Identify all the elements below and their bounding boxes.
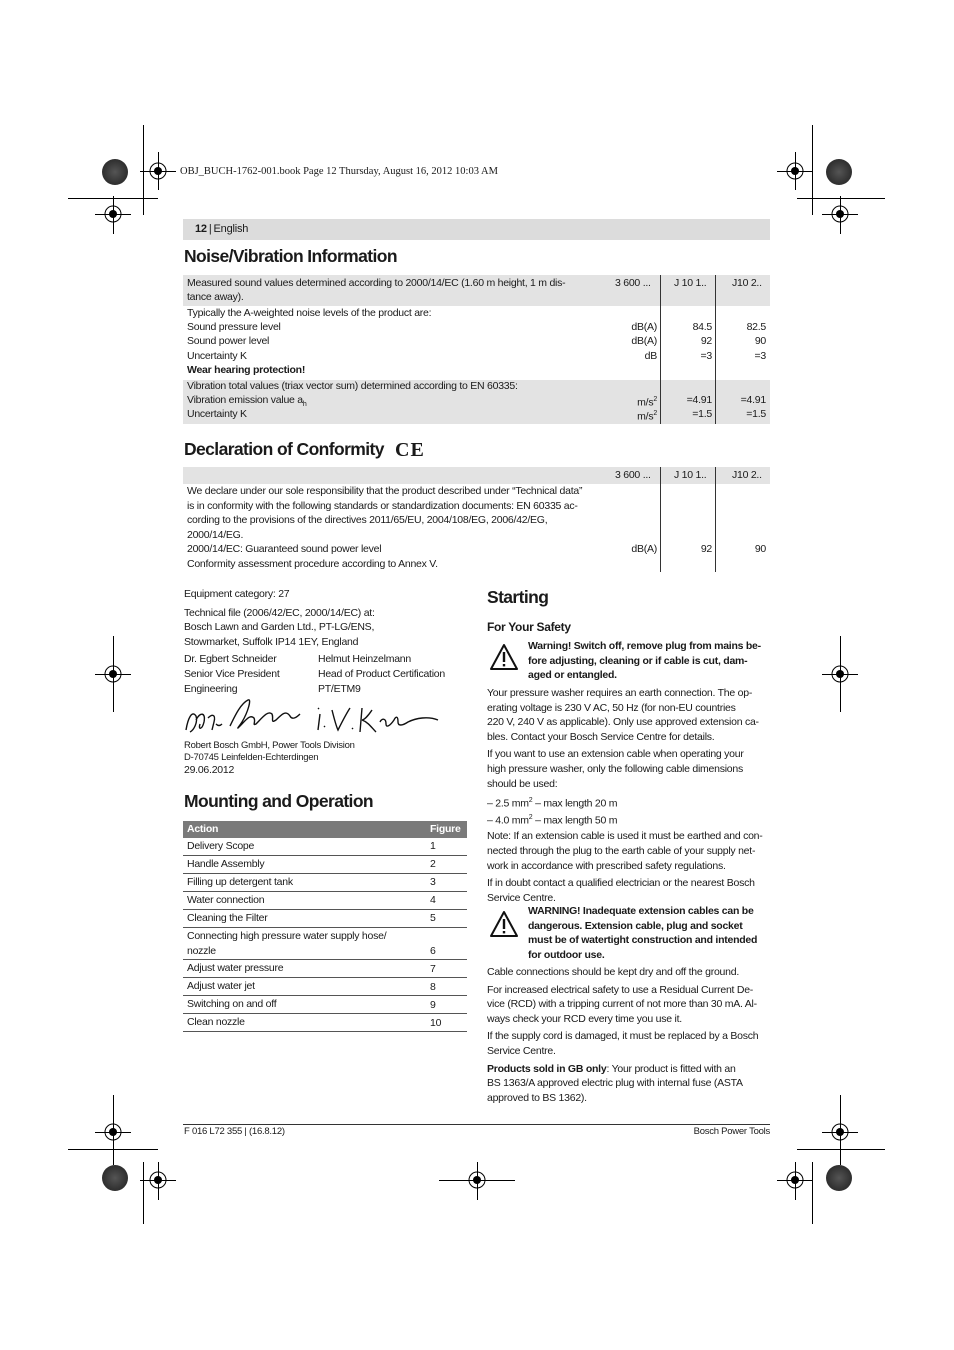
guaranteed-v2: 90 [754,543,766,555]
signatory-1 [184,652,318,696]
warning-triangle-icon [489,910,519,938]
conformity-table [183,467,770,572]
table-row [183,928,467,960]
footer-left: F 016 L72 355 | (16.8.12) [184,1126,285,1137]
signatory-2-name: Helmut Heinzelmann [318,653,411,666]
vib-unc-unit-sup: 2 [653,410,657,417]
uncertainty-label: Uncertainty K [187,350,247,362]
table-row [183,856,467,874]
row-figure: 3 [430,876,436,889]
sound-power-v2: 90 [754,335,766,347]
p3-line-2: nected through the plug to the earth cable of your supply net- [487,844,756,857]
uncertainty-v1: =3 [700,350,712,362]
table-row [183,1014,467,1032]
starting-body-2 [487,965,771,1105]
row-figure: 10 [430,1016,442,1029]
cable-dim-1 [487,794,771,811]
noise-typically: Typically the A-weighted noise levels of the product are: [187,307,432,319]
registration-mark-icon [782,1167,808,1193]
p6-line-1: For increased electrical safety to use a Residual Current De- [487,983,754,996]
vibration-unit-sup: 2 [653,396,657,403]
row-figure: 2 [430,858,436,871]
registration-mark-icon [100,1119,126,1145]
registration-mark-icon [145,1167,171,1193]
col-header-j101: J 10 1.. [674,277,707,289]
p2-line-2: high pressure washer, only the following cable dimensions [487,762,743,775]
noise-table [183,275,770,424]
signatory-2-dept: PT/ETM9 [318,682,361,695]
row-figure: 1 [430,840,436,853]
signatory-2-title: Head of Product Certification [318,667,445,680]
address-block [184,740,355,776]
warning-2-line-1: WARNING! Inadequate extension cables can be [528,905,754,917]
vibration-emission-v2: =4.91 [740,394,766,406]
p8-line-3: approved to BS 1362). [487,1091,587,1104]
registration-mark-icon [100,201,126,227]
vibration-uncertainty-v2: =1.5 [746,408,766,420]
vibration-emission-text: Vibration emission value a [187,394,303,406]
signatories [184,652,474,696]
conf-col-j102: J10 2.. [732,469,762,481]
row-figure: 4 [430,894,436,907]
signatory-1-dept: Engineering [184,682,238,695]
wear-hearing-protection: Wear hearing protection! [187,364,306,376]
vibration-emission-v1: =4.91 [686,394,712,406]
table-row [183,996,467,1014]
registration-mark-icon [782,158,808,184]
row-action: Adjust water jet [187,980,255,993]
row-action: Adjust water pressure [187,962,284,975]
row-action: Delivery Scope [187,840,255,852]
sound-power-v1: 92 [700,335,712,347]
warning-1-line-2: fore adjusting, cleaning or if cable is cut, dam- [528,654,748,667]
vibration-uncertainty-v1: =1.5 [692,408,712,420]
noise-intro-cont: tance away). [187,291,244,303]
cable-dim-2 [487,811,771,828]
p7-line-2: Service Centre. [487,1044,556,1057]
address-line-1: Robert Bosch GmbH, Power Tools Division [184,740,355,751]
p8-bold: Products sold in GB only [487,1062,607,1075]
header-language: English [213,223,249,235]
table-row [183,978,467,996]
p4-line-1: If in doubt contact a qualified electrician or the nearest Bosch [487,877,755,890]
guaranteed-unit: dB(A) [631,543,657,555]
registration-mark-icon [827,661,853,687]
header-figure: Figure [430,823,461,835]
handwritten-signatures [182,696,442,738]
page-header [183,219,770,240]
assessment-procedure: Conformity assessment procedure according to Annex V. [187,558,438,570]
p8-rest: : Your product is fitted with an [606,1062,736,1075]
row-action: Cleaning the Filter [187,912,268,924]
warning-2-line-4: for outdoor use. [528,948,605,961]
cable-dim-1-a: – 2.5 mm [487,797,529,810]
p6-line-3: ways check your RCD every time you use it. [487,1012,682,1025]
vibration-intro: Vibration total values (triax vector sum) determined according to EN 60335: [187,380,518,392]
noise-intro: Measured sound values determined according to 2000/14/EC (1.60 m height, 1 m dis- [187,277,566,289]
sound-pressure-label: Sound pressure level [187,321,281,333]
cable-dim-1-b: – max length 20 m [532,797,618,810]
row-action: Clean nozzle [187,1016,245,1029]
registration-mark-icon [464,1167,490,1193]
table-row [183,874,467,892]
techfile-line-3: Stowmarket, Suffolk IP14 1EY, England [184,635,359,648]
color-target-icon [102,1165,128,1191]
row-action-line-2: nozzle [187,944,216,957]
warning-2 [528,904,771,962]
color-target-icon [826,1165,852,1191]
signatory-2 [318,652,445,696]
row-figure: 7 [430,962,436,975]
p5: Cable connections should be kept dry and off the ground. [487,966,739,978]
p1-line-4: bles. Contact your Bosch Service Centre for details. [487,730,715,743]
conformity-line-4: 2000/14/EG. [187,529,244,541]
table-row [183,838,467,856]
uncertainty-v2: =3 [754,350,766,362]
cable-dim-2-a: – 4.0 mm [487,814,529,827]
row-action-line-1: Connecting high pressure water supply hose/ [187,930,387,942]
p8-line-1 [487,1062,771,1077]
p3-line-1: Note: If an extension cable is used it must be earthed and con- [487,830,763,843]
registration-mark-icon [100,661,126,687]
row-figure: 8 [430,980,436,993]
equipment-category: Equipment category: 27 [184,588,290,600]
mounting-section-title: Mounting and Operation [184,791,373,811]
row-action: Switching on and off [187,998,277,1011]
starting-section-title: Starting [487,587,549,607]
signatory-1-title: Senior Vice President [184,667,280,680]
guaranteed-v1: 92 [700,543,712,555]
header-action: Action [187,823,219,835]
col-header-3600: 3 600 ... [615,277,651,289]
p2-line-1: If you want to use an extension cable when operating your [487,748,744,761]
conformity-line-2: is in conformity with the following standards or standardization documents: EN 60335 ac- [187,500,578,512]
row-action: Water connection [187,894,265,906]
conformity-line-3: cording to the provisions of the directives 2011/65/EU, 2004/108/EG, 2006/42/EG, [187,514,548,526]
p2-line-3: should be used: [487,777,558,790]
conformity-line-1: We declare under our sole responsibility that the product described under “Technical data” [187,485,583,497]
vibration-uncertainty-unit [637,407,657,424]
sound-power-label: Sound power level [187,335,270,347]
color-target-icon [826,159,852,185]
cable-dim-2-sup: 2 [528,814,533,822]
address-line-2: D-70745 Leinfelden-Echterdingen [184,752,319,763]
vibration-subscript: h [302,401,307,409]
starting-body [487,686,771,905]
sound-pressure-v1: 84.5 [692,321,712,333]
ce-mark-icon: CE [395,439,425,461]
table-row [183,910,467,928]
vibration-uncertainty-label: Uncertainty K [187,408,247,420]
p1-line-2: erating voltage is 230 V AC, 50 Hz (for non-EU countries [487,701,736,714]
uncertainty-unit: dB [644,350,657,362]
cable-dim-1-sup: 2 [528,797,533,805]
warning-1-line-1: Warning! Switch off, remove plug from mains be- [528,640,761,652]
table-row [183,960,467,978]
techfile-line-1: Technical file (2006/42/EC, 2000/14/EC) at: [184,606,375,619]
warning-triangle-icon [489,643,519,671]
page-number: 12 [195,223,207,235]
book-info-line: OBJ_BUCH-1762-001.book Page 12 Thursday, August 16, 2012 10:03 AM [180,166,498,177]
techfile-line-2: Bosch Lawn and Garden Ltd., PT-LG/ENS, [184,621,375,634]
conf-col-3600: 3 600 ... [615,469,651,481]
registration-mark-icon [827,201,853,227]
guaranteed-label: 2000/14/EC: Guaranteed sound power level [187,543,382,555]
sound-pressure-v2: 82.5 [746,321,766,333]
left-column [184,587,474,696]
safety-subtitle: For Your Safety [487,620,571,634]
mounting-table-header [183,821,467,838]
warning-1-line-3: aged or entangled. [528,669,617,682]
row-action: Handle Assembly [187,858,265,870]
color-target-icon [102,159,128,185]
p6-line-2: vice (RCD) with a tripping current of not more than 30 mA. Al- [487,998,757,1011]
warning-1 [528,639,771,683]
row-figure: 5 [430,912,436,925]
signatory-1-name: Dr. Egbert Schneider [184,653,277,666]
p8-line-2: BS 1363/A approved electric plug with internal fuse (ASTA [487,1077,743,1090]
conformity-section-title: Declaration of Conformity [184,439,384,459]
vib-unc-unit-text: m/s [637,410,654,423]
p4-line-2: Service Centre. [487,891,556,904]
sound-pressure-unit: dB(A) [631,321,657,333]
sound-power-unit: dB(A) [631,335,657,347]
row-action [183,928,427,959]
header-separator: | [208,223,212,235]
col-header-j102: J10 2.. [732,277,762,289]
warning-2-line-2: dangerous. Extension cable, plug and socket [528,919,743,932]
footer-right: Bosch Power Tools [693,1126,770,1137]
row-figure: 9 [430,998,436,1011]
vibration-unit-text: m/s [637,396,654,409]
registration-mark-icon [145,158,171,184]
row-action: Filling up detergent tank [187,876,293,888]
table-row [183,892,467,910]
p1-line-3: 220 V, 240 V as applicable). Only use approved extension ca- [487,716,759,729]
conf-col-j101: J 10 1.. [674,469,707,481]
warning-2-line-3: must be of watertight construction and intended [528,934,758,947]
address-date: 29.06.2012 [184,764,235,776]
p1-line-1: Your pressure washer requires an earth connection. The op- [487,687,753,699]
mounting-table [183,821,467,1032]
noise-section-title: Noise/Vibration Information [184,246,397,266]
row-figure: 6 [430,944,436,957]
cable-dim-2-b: – max length 50 m [532,814,618,827]
p7-line-1: If the supply cord is damaged, it must be replaced by a Bosch [487,1030,759,1043]
registration-mark-icon [827,1119,853,1145]
p3-line-3: work in accordance with prescribed safety regulations. [487,859,726,872]
